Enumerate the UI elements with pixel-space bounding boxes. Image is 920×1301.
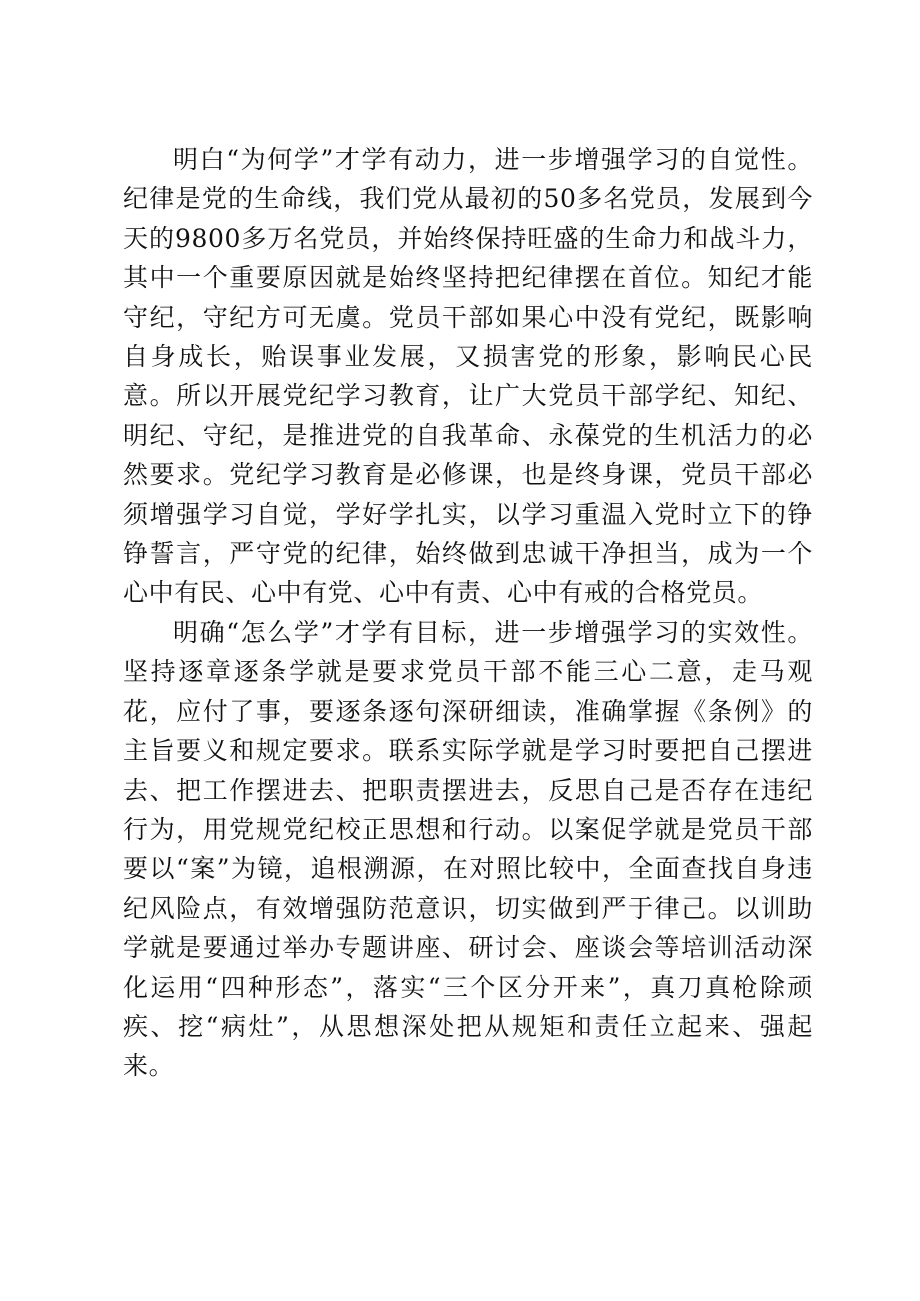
document-body <box>123 140 813 1086</box>
paragraph-how-learn: 明确“怎么学”才学有目标，进一步增强学习的实效性。坚持逐章逐条学就是要求党员干部不能三心二意，走马观花，应付了事，要逐条逐句深研细读，准确掌握《条例》的主旨要义和规定要求。联系实际学就是学习时要把自己摆进去、把工作摆进去、把职责摆进去，反思自己是否存在违纪行为，用党规党纪校正思想和行动。以案促学就是党员干部要以“案”为镜，追根溯源，在对照比较中，全面查找自身违纪风险点，有效增强防范意识，切实做到严于律己。以训助学就是要通过举办专题讲座、研讨会、座谈会等培训活动深化运用“四种形态”，落实“三个区分开来”，真刀真枪除顽疾、挖“病灶”，从思想深处把从规矩和责任立起来、强起来。 <box>123 617 813 1081</box>
paragraph-why-learn: 明白“为何学”才学有动力，进一步增强学习的自觉性。纪律是党的生命线，我们党从最初的50多名党员，发展到今天的9800多万名党员，并始终保持旺盛的生命力和战斗力，其中一个重要原因就是始终坚持把纪律摆在首位。知纪才能守纪，守纪方可无虞。党员干部如果心中没有党纪，既影响自身成长，贻误事业发展，又损害党的形象，影响民心民意。所以开展党纪学习教育，让广大党员干部学纪、知纪、明纪、守纪，是推进党的自我革命、永葆党的生机活力的必然要求。党纪学习教育是必修课，也是终身课，党员干部必须增强学习自觉，学好学扎实，以学习重温入党时立下的铮铮誓言，严守党的纪律，始终做到忠诚干净担当，成为一个心中有民、心中有党、心中有责、心中有戒的合格党员。 <box>123 145 813 608</box>
